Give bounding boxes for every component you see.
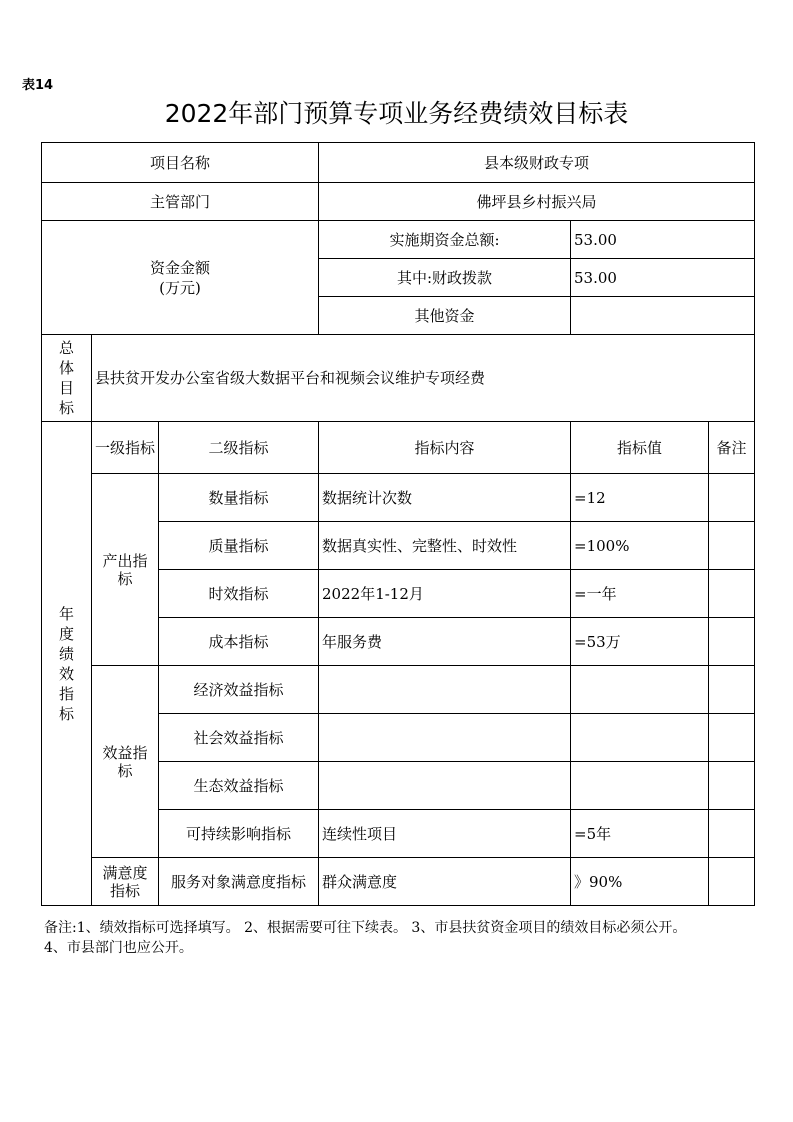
fiscal-funds-value: 53.00 <box>571 259 755 297</box>
header-level1: 一级指标 <box>92 422 159 474</box>
table-row-level2: 质量指标 <box>159 522 319 570</box>
table-number: 表14 <box>22 78 54 93</box>
page-title: 2022年部门预算专项业务经费绩效目标表 <box>164 99 629 128</box>
table-row-level2: 经济效益指标 <box>159 666 319 714</box>
table-row-remark <box>709 810 755 858</box>
header-remark: 备注 <box>709 422 755 474</box>
table-row-content: 2022年1-12月 <box>319 570 571 618</box>
table-row-level2: 可持续影响指标 <box>159 810 319 858</box>
table-row-level2: 数量指标 <box>159 474 319 522</box>
table-row-remark <box>709 522 755 570</box>
table-row-level2: 服务对象满意度指标 <box>159 858 319 906</box>
fiscal-funds-label: 其中:财政拨款 <box>319 259 571 297</box>
table-row-remark <box>709 858 755 906</box>
table-row-remark <box>709 714 755 762</box>
table-row-content: 年服务费 <box>319 618 571 666</box>
table-row-value: =5年 <box>571 810 709 858</box>
overall-goal-text: 县扶贫开发办公室省级大数据平台和视频会议维护专项经费 <box>92 335 755 422</box>
group-satisfaction: 满意度指标 <box>92 858 159 906</box>
other-funds-value <box>571 297 755 335</box>
funds-label-line1: 资金金额 <box>150 258 211 277</box>
table-row-value: =53万 <box>571 618 709 666</box>
table-row-value: =100% <box>571 522 709 570</box>
table-row-remark <box>709 666 755 714</box>
table-row-content <box>319 762 571 810</box>
group-benefit: 效益指标 <box>92 666 159 858</box>
table-row-content: 数据真实性、完整性、时效性 <box>319 522 571 570</box>
annual-indicators-label: 年度绩效指标 <box>42 422 92 906</box>
table-row-content: 数据统计次数 <box>319 474 571 522</box>
header-level2: 二级指标 <box>159 422 319 474</box>
note-line1: 备注:1、绩效指标可选择填写。 2、根据需要可往下续表。 3、市县扶贫资金项目的绩效目标必须公开。 <box>44 920 687 936</box>
table-row-level2: 时效指标 <box>159 570 319 618</box>
table-row-remark <box>709 474 755 522</box>
table-row-content: 群众满意度 <box>319 858 571 906</box>
other-funds-label: 其他资金 <box>319 297 571 335</box>
table-row-level2: 成本指标 <box>159 618 319 666</box>
table-row-level2: 社会效益指标 <box>159 714 319 762</box>
header-value: 指标值 <box>571 422 709 474</box>
table-row-level2: 生态效益指标 <box>159 762 319 810</box>
overall-goal-label: 总体目标 <box>42 335 92 422</box>
table-row-value: =一年 <box>571 570 709 618</box>
funds-label <box>42 221 319 335</box>
performance-target-table <box>41 142 755 906</box>
project-name-value: 县本级财政专项 <box>319 143 755 183</box>
table-row-value <box>571 714 709 762</box>
table-row-value <box>571 762 709 810</box>
group-output: 产出指标 <box>92 474 159 666</box>
note-line2: 4、市县部门也应公开。 <box>44 940 193 956</box>
department-label: 主管部门 <box>42 183 319 221</box>
table-row-content: 连续性项目 <box>319 810 571 858</box>
table-row-value <box>571 666 709 714</box>
table-row-remark <box>709 762 755 810</box>
table-row-remark <box>709 618 755 666</box>
total-funds-value: 53.00 <box>571 221 755 259</box>
project-name-label: 项目名称 <box>42 143 319 183</box>
table-row-value: =12 <box>571 474 709 522</box>
total-funds-label: 实施期资金总额: <box>319 221 571 259</box>
table-row-value: 》90% <box>571 858 709 906</box>
department-value: 佛坪县乡村振兴局 <box>319 183 755 221</box>
table-row-content <box>319 666 571 714</box>
funds-label-line2: (万元) <box>159 278 201 297</box>
header-content: 指标内容 <box>319 422 571 474</box>
table-row-remark <box>709 570 755 618</box>
notes <box>44 918 754 958</box>
table-row-content <box>319 714 571 762</box>
